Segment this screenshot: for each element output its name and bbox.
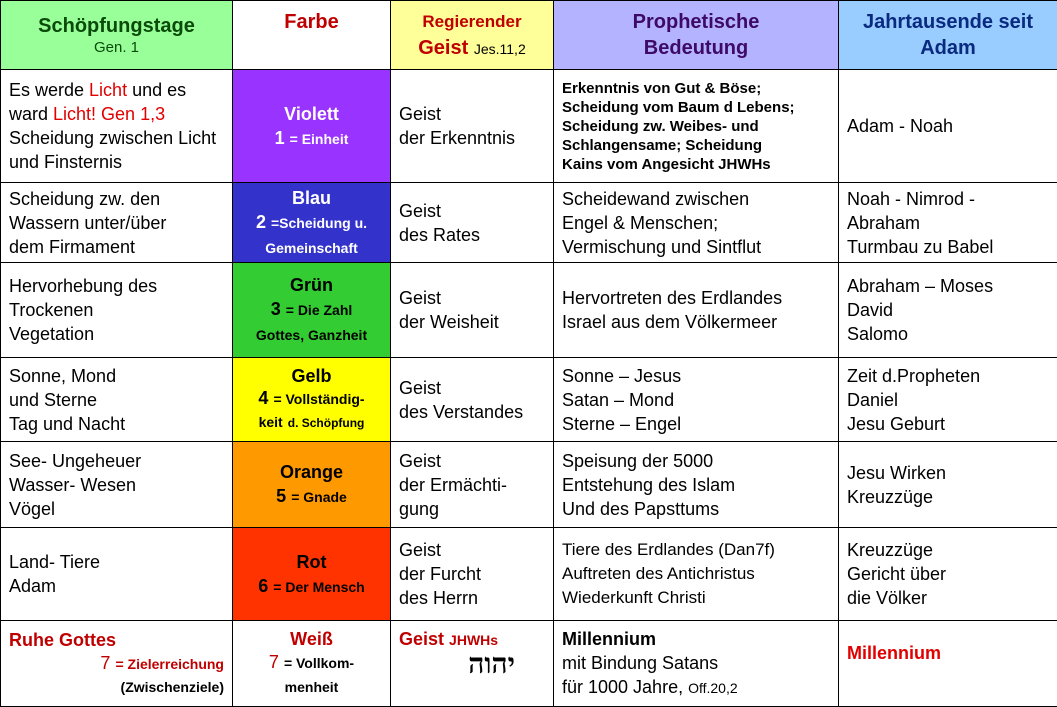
text: (Zwischenziele) <box>9 676 224 699</box>
era-cell <box>839 528 1057 621</box>
color-name: Gelb <box>241 365 382 387</box>
color-meaning: =Scheidung u. <box>271 215 367 231</box>
text: Kreuzzüge <box>847 538 1049 562</box>
text: Geist <box>399 629 444 649</box>
text: Licht! Gen 1,3 <box>53 104 165 124</box>
text: Hervortreten des Erdlandes <box>562 286 830 310</box>
color-meaning: = Vollständig- <box>273 391 364 407</box>
header-title: Adam <box>847 35 1049 61</box>
color-meaning: d. Schöpfung <box>288 416 365 430</box>
color-meaning: = Die Zahl <box>286 302 353 318</box>
header-title: Prophetische <box>562 9 830 35</box>
color-number: 7 <box>269 652 279 672</box>
text: Vegetation <box>9 322 224 346</box>
color-meaning: Gottes, Ganzheit <box>256 327 367 343</box>
text: mit Bindung Satans <box>562 651 830 675</box>
color-meaning: = Gnade <box>291 489 347 505</box>
tetragrammaton: יהוה <box>399 652 545 676</box>
text: für 1000 Jahre, <box>562 677 683 697</box>
spirit-cell <box>391 183 554 263</box>
day-cell <box>1 528 233 621</box>
text: Satan – Mond <box>562 388 830 412</box>
text: Es werde <box>9 80 89 100</box>
text: = Zielerreichung <box>115 656 224 672</box>
header-ref: Jes.11,2 <box>474 41 526 57</box>
text: Ruhe Gottes <box>9 629 224 652</box>
text: Geist <box>399 538 545 562</box>
color-name: Orange <box>241 460 382 484</box>
text: Noah - Nimrod - <box>847 187 1049 211</box>
color-cell <box>233 442 391 528</box>
text: Wiederkunft Christi <box>562 586 830 610</box>
spirit-cell <box>391 263 554 358</box>
text: Geist <box>399 102 545 126</box>
meaning-cell <box>554 263 839 358</box>
text: Millennium <box>562 627 830 651</box>
spirit-cell <box>391 70 554 183</box>
text: 7 <box>100 653 110 673</box>
color-cell <box>233 358 391 442</box>
color-cell <box>233 528 391 621</box>
meaning-cell <box>554 442 839 528</box>
text: Sonne – Jesus <box>562 364 830 388</box>
spirit-cell <box>391 442 554 528</box>
text: See- Ungeheuer <box>9 449 224 473</box>
meaning-cell <box>554 358 839 442</box>
text: Jesu Wirken <box>847 461 1049 485</box>
color-number: 1 <box>275 128 285 148</box>
header-title: Farbe <box>284 11 338 33</box>
header-jahrtausende <box>839 1 1057 70</box>
text: Abraham <box>847 211 1049 235</box>
text: Abraham – Moses <box>847 274 1049 298</box>
spirit-cell <box>391 621 554 707</box>
era-cell <box>839 183 1057 263</box>
text: Geist <box>399 199 545 223</box>
text: Zeit d.Propheten <box>847 364 1049 388</box>
text: Auftreten des Antichristus <box>562 562 830 586</box>
header-bedeutung <box>554 1 839 70</box>
era-cell <box>839 442 1057 528</box>
text: Adam - Noah <box>847 116 953 136</box>
text: des Herrn <box>399 586 545 610</box>
table-row <box>1 183 1057 263</box>
text: Vögel <box>9 497 224 521</box>
era-cell <box>839 358 1057 442</box>
day-cell <box>1 442 233 528</box>
text: Schlangensame; Scheidung <box>562 136 830 155</box>
color-meaning: = Vollkom- <box>284 655 354 671</box>
text: Sterne – Engel <box>562 412 830 436</box>
meaning-cell <box>554 528 839 621</box>
color-name: Blau <box>241 186 382 210</box>
text: der Weisheit <box>399 310 545 334</box>
day-cell <box>1 183 233 263</box>
color-meaning: Gemeinschaft <box>265 240 358 256</box>
header-farbe <box>233 1 391 70</box>
text: gung <box>399 497 545 521</box>
header-title: Jahrtausende seit <box>847 9 1049 35</box>
color-number: 6 <box>258 576 268 596</box>
text: und Sterne <box>9 388 224 412</box>
header-title: Schöpfungstage <box>9 13 224 39</box>
text: Salomo <box>847 322 1049 346</box>
color-number: 4 <box>258 388 268 408</box>
header-title: Geist <box>418 37 468 59</box>
text: der Furcht <box>399 562 545 586</box>
color-number: 5 <box>276 486 286 506</box>
color-name: Violett <box>241 102 382 126</box>
table-row <box>1 528 1057 621</box>
text: Scheidung vom Baum d Lebens; <box>562 98 830 117</box>
text: Entstehung des Islam <box>562 473 830 497</box>
header-title: Regierender <box>399 9 545 35</box>
header-row <box>1 1 1057 70</box>
text: Scheidung zwischen Licht und Finsternis <box>9 128 216 172</box>
day-cell <box>1 621 233 707</box>
text: JHWHs <box>449 632 498 648</box>
table-row <box>1 621 1057 707</box>
text: Trockenen <box>9 298 224 322</box>
color-meaning: = Einheit <box>290 131 349 147</box>
text: Israel aus dem Völkermeer <box>562 310 830 334</box>
color-name: Grün <box>241 273 382 297</box>
text: Jesu Geburt <box>847 412 1049 436</box>
text: Hervorhebung des <box>9 274 224 298</box>
header-schoepfungstage <box>1 1 233 70</box>
text: Wassern unter/über <box>9 211 224 235</box>
color-name: Weiß <box>241 628 382 651</box>
day-cell <box>1 358 233 442</box>
text: Scheidewand zwischen <box>562 187 830 211</box>
color-meaning: keit <box>259 414 283 430</box>
meaning-cell <box>554 183 839 263</box>
text: Millennium <box>847 643 941 663</box>
color-cell <box>233 621 391 707</box>
meaning-cell <box>554 621 839 707</box>
text: dem Firmament <box>9 235 224 259</box>
day-cell <box>1 70 233 183</box>
text: Engel & Menschen; <box>562 211 830 235</box>
text: der Erkenntnis <box>399 126 545 150</box>
meaning-cell <box>554 70 839 183</box>
color-cell <box>233 183 391 263</box>
text: Gericht über <box>847 562 1049 586</box>
text: Tiere des Erdlandes (Dan7f) <box>562 538 830 562</box>
text: des Rates <box>399 223 545 247</box>
era-cell <box>839 621 1057 707</box>
color-cell <box>233 70 391 183</box>
text: Und des Papsttums <box>562 497 830 521</box>
text: Speisung der 5000 <box>562 449 830 473</box>
day-cell <box>1 263 233 358</box>
text: David <box>847 298 1049 322</box>
era-cell <box>839 70 1057 183</box>
text: und es ward <box>9 80 186 124</box>
table-row <box>1 358 1057 442</box>
text: Scheidung zw. den <box>9 187 224 211</box>
text: Land- Tiere <box>9 550 224 574</box>
text: Geist <box>399 286 545 310</box>
text: der Ermächti- <box>399 473 545 497</box>
text: die Völker <box>847 586 1049 610</box>
text: Wasser- Wesen <box>9 473 224 497</box>
text: Kreuzzüge <box>847 485 1049 509</box>
text: Off.20,2 <box>688 680 738 696</box>
text: Sonne, Mond <box>9 364 224 388</box>
text: Daniel <box>847 388 1049 412</box>
text: Geist <box>399 449 545 473</box>
color-meaning: = Der Mensch <box>273 579 364 595</box>
text: des Verstandes <box>399 400 545 424</box>
spirit-cell <box>391 358 554 442</box>
era-cell <box>839 263 1057 358</box>
table-row <box>1 263 1057 358</box>
color-meaning: menheit <box>285 679 339 695</box>
color-name: Rot <box>241 550 382 574</box>
text: Turmbau zu Babel <box>847 235 1049 259</box>
table-row <box>1 70 1057 183</box>
table-row <box>1 442 1057 528</box>
header-sub: Gen. 1 <box>9 39 224 57</box>
text: Kains vom Angesicht JHWHs <box>562 155 830 174</box>
header-title: Bedeutung <box>562 35 830 61</box>
text: Geist <box>399 376 545 400</box>
color-number: 3 <box>271 299 281 319</box>
text: Tag und Nacht <box>9 412 224 436</box>
color-cell <box>233 263 391 358</box>
text: Erkenntnis von Gut & Böse; <box>562 79 830 98</box>
text: Vermischung und Sintflut <box>562 235 830 259</box>
color-number: 2 <box>256 212 266 232</box>
header-geist <box>391 1 554 70</box>
text: Scheidung zw. Weibes- und <box>562 117 830 136</box>
text: Licht <box>89 80 127 100</box>
spirit-cell <box>391 528 554 621</box>
text: Adam <box>9 574 224 598</box>
